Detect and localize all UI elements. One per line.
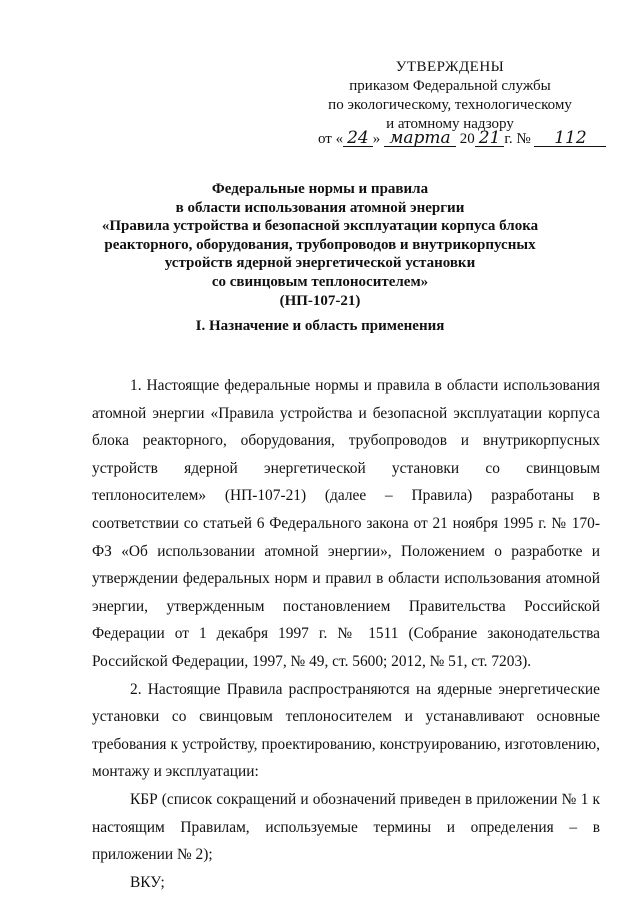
title-line-2: в области использования атомной энергии [175,199,465,216]
document-title [60,180,580,310]
handwritten-year: 21 [475,130,505,147]
date-mid: » [372,131,381,147]
title-line-5: устройств ядерной энергетической установки [164,255,476,272]
handwritten-order-number: 112 [534,130,606,147]
document-body [92,372,600,896]
paragraph-1: 1. Настоящие федеральные нормы и правила в области использования атомной энергии «Правила устройства и безопасной эксплуатации корпуса блока реакторного, оборудования, трубопроводов и внутрикорпусных устройств ядерной энергетической установки со свинцовым теплоносителем» (НП-107-21) (далее – Правила) разработаны в соответствии со статьей 6 Федерального закона от 21 ноября 1995 г. № 170-ФЗ «Об использовании атомной энергии», Положением о разработке и утверждении федеральных норм и правил в области использования атомной энергии, утвержденным постановлением Правительства Российской Федерации от 1 декабря 1997 г. № 1511 (Собрание законодательства Российской Федерации, 1997, № 49, ст. 5600; 2012, № 51, ст. 7203). [92,377,600,670]
approval-block [300,58,600,134]
year-postfix: г. № [504,131,531,147]
paragraph-2: 2. Настоящие Правила распространяются на ядерные энергетические установки со свинцовым теплоносителем и устанавливают основные требования к устройству, проектированию, конструированию, изготовлению, монтажу и эксплуатации: [92,680,600,781]
approval-title: УТВЕРЖДЕНЫ [395,59,505,75]
section-heading: I. Назначение и область применения [195,318,445,334]
handwritten-day: 24 [343,130,373,147]
title-line-4: реакторного, оборудования, трубопроводов и внутрикорпусных [104,236,536,253]
approval-line-1: приказом Федеральной службы [349,78,551,94]
year-prefix: 20 [459,131,475,147]
title-line-7: (НП-107-21) [279,292,361,309]
approval-line-3: и атомному надзору [386,116,514,132]
title-line-3: «Правила устройства и безопасной эксплуатации корпуса блока [101,218,539,235]
date-prefix: от « [318,131,344,147]
paragraph-4: ВКУ; [130,873,165,891]
approval-line-2: по экологическому, технологическому [328,97,572,113]
title-line-1: Федеральные нормы и правила [211,181,429,197]
handwritten-month: марта [384,130,456,147]
paragraph-3: КБР (список сокращений и обозначений приведен в приложении № 1 к настоящим Правилам, используемые термины и определения – в приложении № 2); [92,790,600,864]
title-line-6: со свинцовым теплоносителем» [211,273,429,290]
approval-date-line [318,130,608,148]
